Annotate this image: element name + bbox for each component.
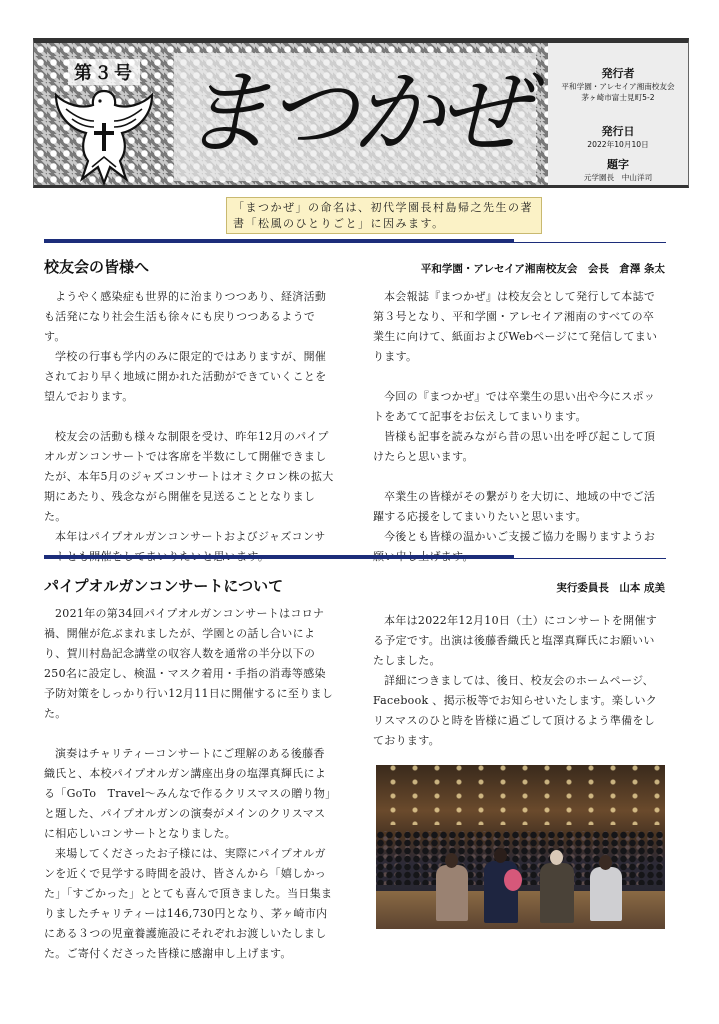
date-heading: 発行日 xyxy=(601,125,635,138)
ceiling-lights xyxy=(376,765,665,825)
title-origin-note: 「まつかぜ」の命名は、初代学園長村島帰之先生の著書「松風のひとりごと」に因みます。 xyxy=(226,197,542,234)
section-title: 校友会の皆様へ xyxy=(44,258,150,276)
paragraph: 校友会の活動も様々な制限を受け、昨年12月のパイプオルガンコンサートでは客席を半数にして開催できましたが、本年5月のジャズコンサートはオミクロン株の拡大期にあたり、残念ながら開催を見送ることとなりました。 xyxy=(44,430,334,523)
paragraph: 来場してくださったお子様には、実際にパイプオルガンを近くで見学する時間を設け、皆さんから「嬉しかった」「すごかった」ととても喜んで頂きました。当日集まりましたチャリティーは146,730円となり、茅ヶ崎市内にある３つの児童養護施設にそれぞれお渡しいたしました。ご寄付くださった皆様に感謝申し上げます。 xyxy=(44,847,333,960)
calligraphy-credit: 元学園長 中山洋司 xyxy=(583,173,653,182)
paragraph: 詳細につきましては、後日、校友会のホームページ、Facebook 、掲示板等でお知らせいたします。楽しいクリスマスのひと時を皆様に過ごして頂けるよう準備をしております。 xyxy=(373,674,658,747)
performer-head xyxy=(550,850,563,865)
publication-info xyxy=(548,43,688,185)
section-rule xyxy=(44,239,666,243)
paragraph: 今回の『まつかぜ』では卒業生の思い出や今にスポットをあてて記事をお伝えしてまいります。 xyxy=(373,390,656,423)
paragraph: 学校の行事も学内のみに限定的ではありますが、開催されており早く地域に開かれた活動ができていくことを望んでおります。 xyxy=(44,350,327,403)
flower-bouquet xyxy=(504,869,522,891)
performer xyxy=(590,867,622,921)
issue-number: 第３号 xyxy=(68,59,140,85)
section-rule xyxy=(44,555,666,559)
paragraph: 卒業生の皆様がその繋がりを大切に、地域の中でご活躍する応援をしてまいりたいと思います。 xyxy=(373,490,656,523)
paragraph: 皆様も記事を読みながら昔の思い出を呼び起こして頂けたらと思います。 xyxy=(373,430,656,463)
section-title: パイプオルガンコンサートについて xyxy=(44,577,284,595)
publisher-line: 平和学園・アレセイア湘南校友会 xyxy=(561,82,675,91)
performer-head xyxy=(494,848,507,863)
publish-date: 2022年10月10日 xyxy=(587,140,649,149)
section1-left-column xyxy=(44,287,334,567)
paragraph: 今後とも皆様の温かいご支援ご協力を賜りますようお xyxy=(384,530,656,543)
section1-right-column xyxy=(373,287,663,567)
performer xyxy=(540,863,574,923)
dove-cross-logo-icon xyxy=(52,87,156,187)
publisher-heading: 発行者 xyxy=(601,67,635,80)
calligraphy-heading: 題字 xyxy=(607,158,629,171)
performer xyxy=(436,865,468,921)
publisher-address: 茅ヶ崎市富士見町5-2 xyxy=(581,93,655,102)
section2-right-column xyxy=(373,611,665,751)
performer-head xyxy=(599,855,612,870)
section2-left-column xyxy=(44,604,334,964)
section-author: 実行委員長 山本 成美 xyxy=(556,582,665,594)
section-author: 平和学園・アレセイア湘南校友会 会長 倉澤 条太 xyxy=(420,263,665,275)
performer-head xyxy=(445,853,458,868)
masthead xyxy=(33,38,689,188)
paragraph: 演奏はチャリティーコンサートにご理解のある後藤香織氏と、本校パイプオルガン講座出身の塩澤真輝氏による「GoTo Travel～みんなで作るクリスマスの贈り物」と題した、パイプオルガンの演奏がメインのクリスマスに相応しいコンサートとなりました。 xyxy=(44,747,331,840)
paragraph: ようやく感染症も世界的に治まりつつあり、経済活動も活発になり社会生活も徐々にも戻りつつあるようです。 xyxy=(44,290,327,343)
paragraph: 本会報誌『まつかぜ』は校友会として発行して本誌で第３号となり、平和学園・アレセイア湘南のすべての卒業生に向けて、紙面およびWebページにて発信してまいります。 xyxy=(373,290,658,363)
paragraph: 本年は2022年12月10日（土）にコンサートを開催する予定です。出演は後藤香織氏と塩澤真輝氏にお願いいたしました。 xyxy=(373,614,658,667)
paragraph: 2021年の第34回パイプオルガンコンサートはコロナ禍、開催が危ぶまれましたが、学園との話し合いにより、賀川村島記念講堂の収容人数を通常の半分以下の250名に設定し、検温・マスク着用・手指の消毒等感染予防対策をしっかり行い12月11日に開催するに至りました。 xyxy=(44,607,334,720)
paragraph: 本年はパイプオルガンコンサートおよびジャズコンサ xyxy=(55,530,326,543)
newsletter-title: まつかぜ xyxy=(180,60,525,167)
concert-photo xyxy=(376,765,665,929)
